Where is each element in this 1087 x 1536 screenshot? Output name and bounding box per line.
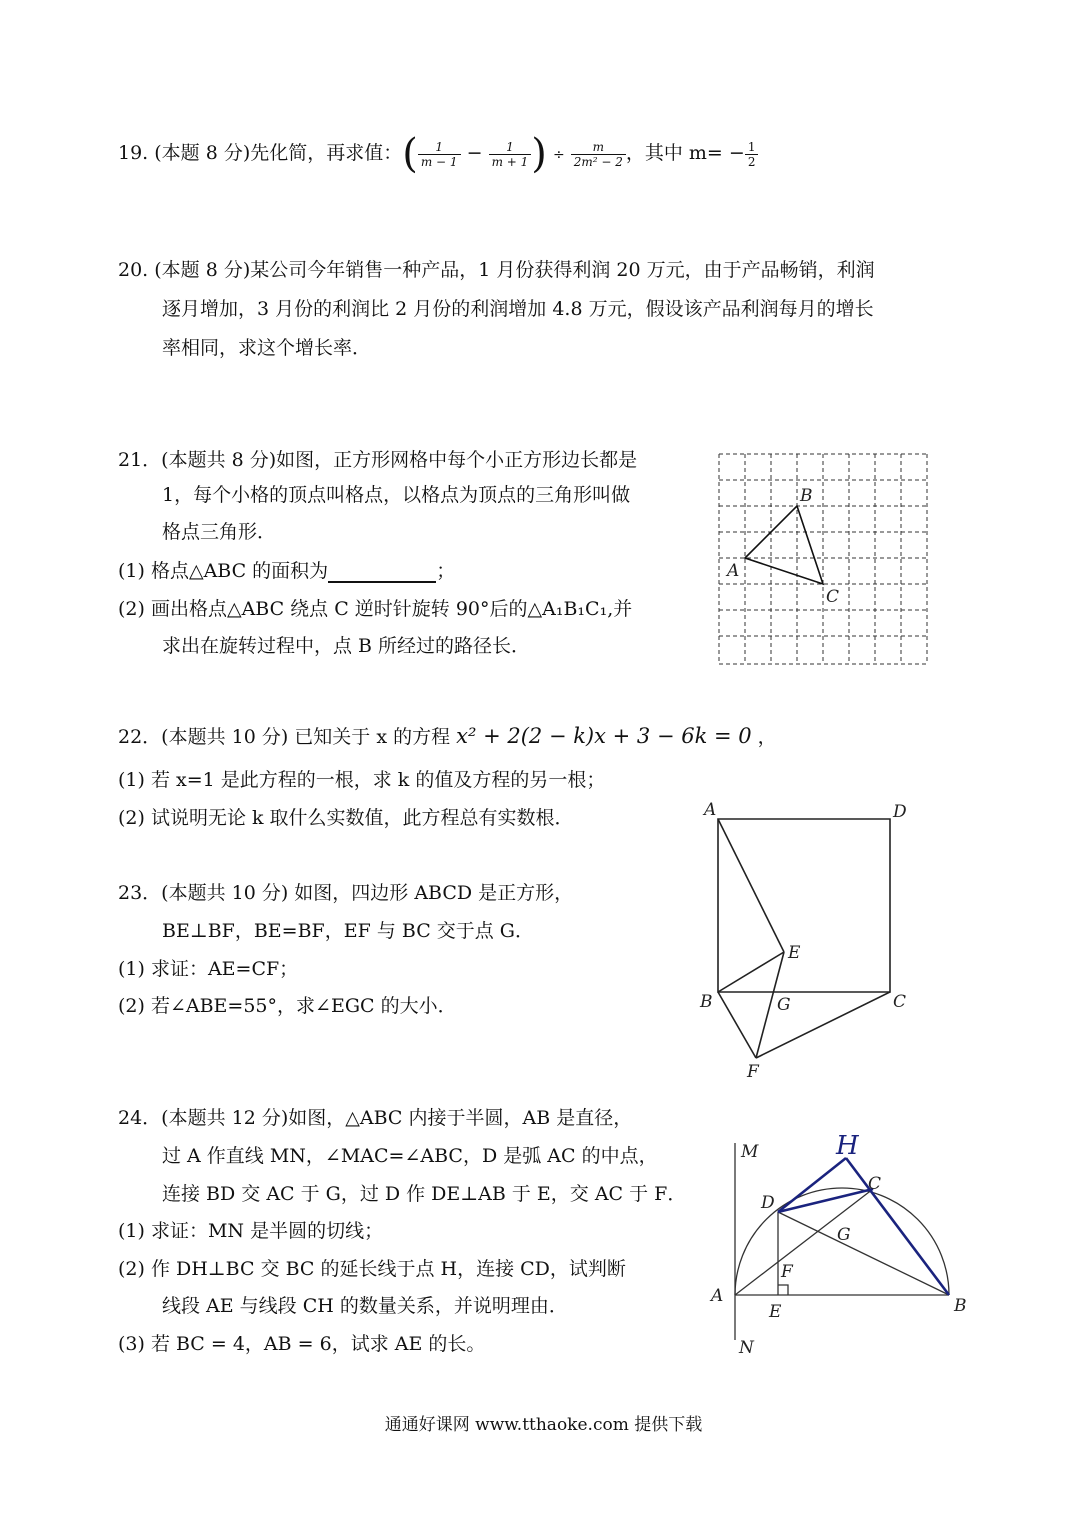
label-d: D — [761, 1193, 775, 1213]
q24-part-2a: (2) 作 DH⊥BC 交 BC 的延长线于点 H，连接 CD，试判断 — [118, 1258, 626, 1280]
q20-line-2: 逐月增加，3 月份的利润比 2 月份的利润增加 4.8 万元，假设该产品利润每月的增长 — [162, 298, 874, 320]
fraction-2: $\frac{1}{m + 1}$ — [489, 140, 532, 169]
minus-sign: − — [466, 142, 483, 164]
q23-line-1: 23．(本题共 10 分) 如图，四边形 ABCD 是正方形， — [118, 882, 574, 904]
semicircle-figure — [705, 1125, 975, 1360]
q19-suffix: ，其中 m= − — [625, 142, 745, 164]
page-footer: 通通好课网 www.tthaoke.com 提供下载 — [384, 1415, 703, 1435]
q22-suffix: ， — [757, 726, 777, 748]
label-g: G — [777, 995, 791, 1015]
grid-figure — [712, 448, 937, 670]
right-angle-mark — [778, 1285, 788, 1295]
q24-part-3: (3) 若 BC = 4，AB = 6，试求 AE 的长。 — [118, 1333, 486, 1355]
q22-part-1: (1) 若 x=1 是此方程的一根，求 k 的值及方程的另一根； — [118, 769, 606, 791]
q22-prefix: 22．(本题共 10 分) 已知关于 x 的方程 — [118, 726, 451, 748]
square-abcd — [718, 819, 890, 992]
label-c: C — [826, 587, 840, 607]
label-f: F — [781, 1262, 793, 1282]
q23-part-2: (2) 若∠ABE=55°，求∠EGC 的大小． — [118, 995, 457, 1017]
q21-part-1-end: ； — [436, 560, 456, 582]
label-m: M — [741, 1142, 759, 1162]
q23-line-2: BE⊥BF，BE=BF，EF 与 BC 交于点 G． — [162, 920, 534, 942]
answer-blank — [328, 563, 436, 583]
q24-part-1: (1) 求证：MN 是半圆的切线； — [118, 1220, 384, 1242]
label-e: E — [788, 943, 801, 963]
q24-line-3: 连接 BD 交 AC 于 G，过 D 作 DE⊥AB 于 E，交 AC 于 F． — [162, 1183, 687, 1205]
q21-part-1 — [118, 559, 455, 583]
triangle-abc — [745, 506, 823, 584]
q22-line — [118, 724, 777, 749]
divide-sign: ÷ — [552, 147, 565, 163]
q21-part-2a: (2) 画出格点△ABC 绕点 C 逆时针旋转 90°后的△A₁B₁C₁,并 — [118, 598, 633, 620]
segment-bf — [718, 992, 756, 1058]
q21-part-1-text: (1) 格点△ABC 的面积为 — [118, 560, 329, 582]
q24-part-2b: 线段 AE 与线段 CH 的数量关系，并说明理由． — [162, 1295, 568, 1317]
label-a: A — [727, 561, 740, 581]
label-g: G — [837, 1225, 851, 1245]
segment-hb — [846, 1158, 949, 1295]
label-h: H — [836, 1131, 859, 1161]
label-n: N — [739, 1338, 754, 1358]
label-e: E — [769, 1302, 782, 1322]
q21-line-2: 1，每个小格的顶点叫格点，以格点为顶点的三角形叫做 — [162, 484, 631, 506]
label-d: D — [893, 802, 907, 822]
label-b: B — [800, 486, 813, 506]
fraction-4: $\frac{1}{2}$ — [745, 140, 759, 169]
q20-line-1: 20. (本题 8 分)某公司今年销售一种产品，1 月份获得利润 20 万元，由于产品畅销，利润 — [118, 259, 875, 281]
label-a: A — [711, 1286, 724, 1306]
q22-equation: x² + 2(2 − k)x + 3 − 6k = 0 — [456, 724, 752, 748]
q21-line-3: 格点三角形． — [162, 521, 277, 543]
q21-line-1: 21．(本题共 8 分)如图，正方形网格中每个小正方形边长都是 — [118, 449, 638, 471]
square-figure — [694, 795, 924, 1085]
segment-ae — [718, 819, 784, 952]
segment-bd — [778, 1212, 949, 1295]
fraction-3: $\frac{m}{\text{2m² − 2}}$ — [571, 140, 626, 169]
left-paren: ( — [402, 131, 418, 177]
q23-part-1: (1) 求证：AE=CF； — [118, 958, 299, 980]
q22-part-2: (2) 试说明无论 k 取什么实数值，此方程总有实数根． — [118, 807, 574, 829]
q20-line-3: 率相同，求这个增长率． — [162, 337, 372, 359]
q19-line — [118, 131, 758, 177]
label-c: C — [868, 1174, 882, 1194]
label-a: A — [704, 800, 717, 820]
q24-line-2: 过 A 作直线 MN，∠MAC=∠ABC，D 是弧 AC 的中点， — [162, 1145, 658, 1167]
label-c: C — [893, 992, 907, 1012]
q24-line-1: 24．(本题共 12 分)如图，△ABC 内接于半圆，AB 是直径， — [118, 1107, 633, 1129]
label-b: B — [700, 992, 713, 1012]
fraction-1: $\frac{1}{m - 1}$ — [418, 140, 461, 169]
label-f: F — [747, 1062, 759, 1082]
segment-be — [718, 952, 784, 992]
q21-part-2b: 求出在旋转过程中，点 B 所经过的路径长． — [162, 635, 531, 657]
right-paren: ) — [531, 131, 547, 177]
label-b: B — [954, 1296, 967, 1316]
q19-prefix: 19. (本题 8 分)先化简，再求值： — [118, 142, 403, 164]
